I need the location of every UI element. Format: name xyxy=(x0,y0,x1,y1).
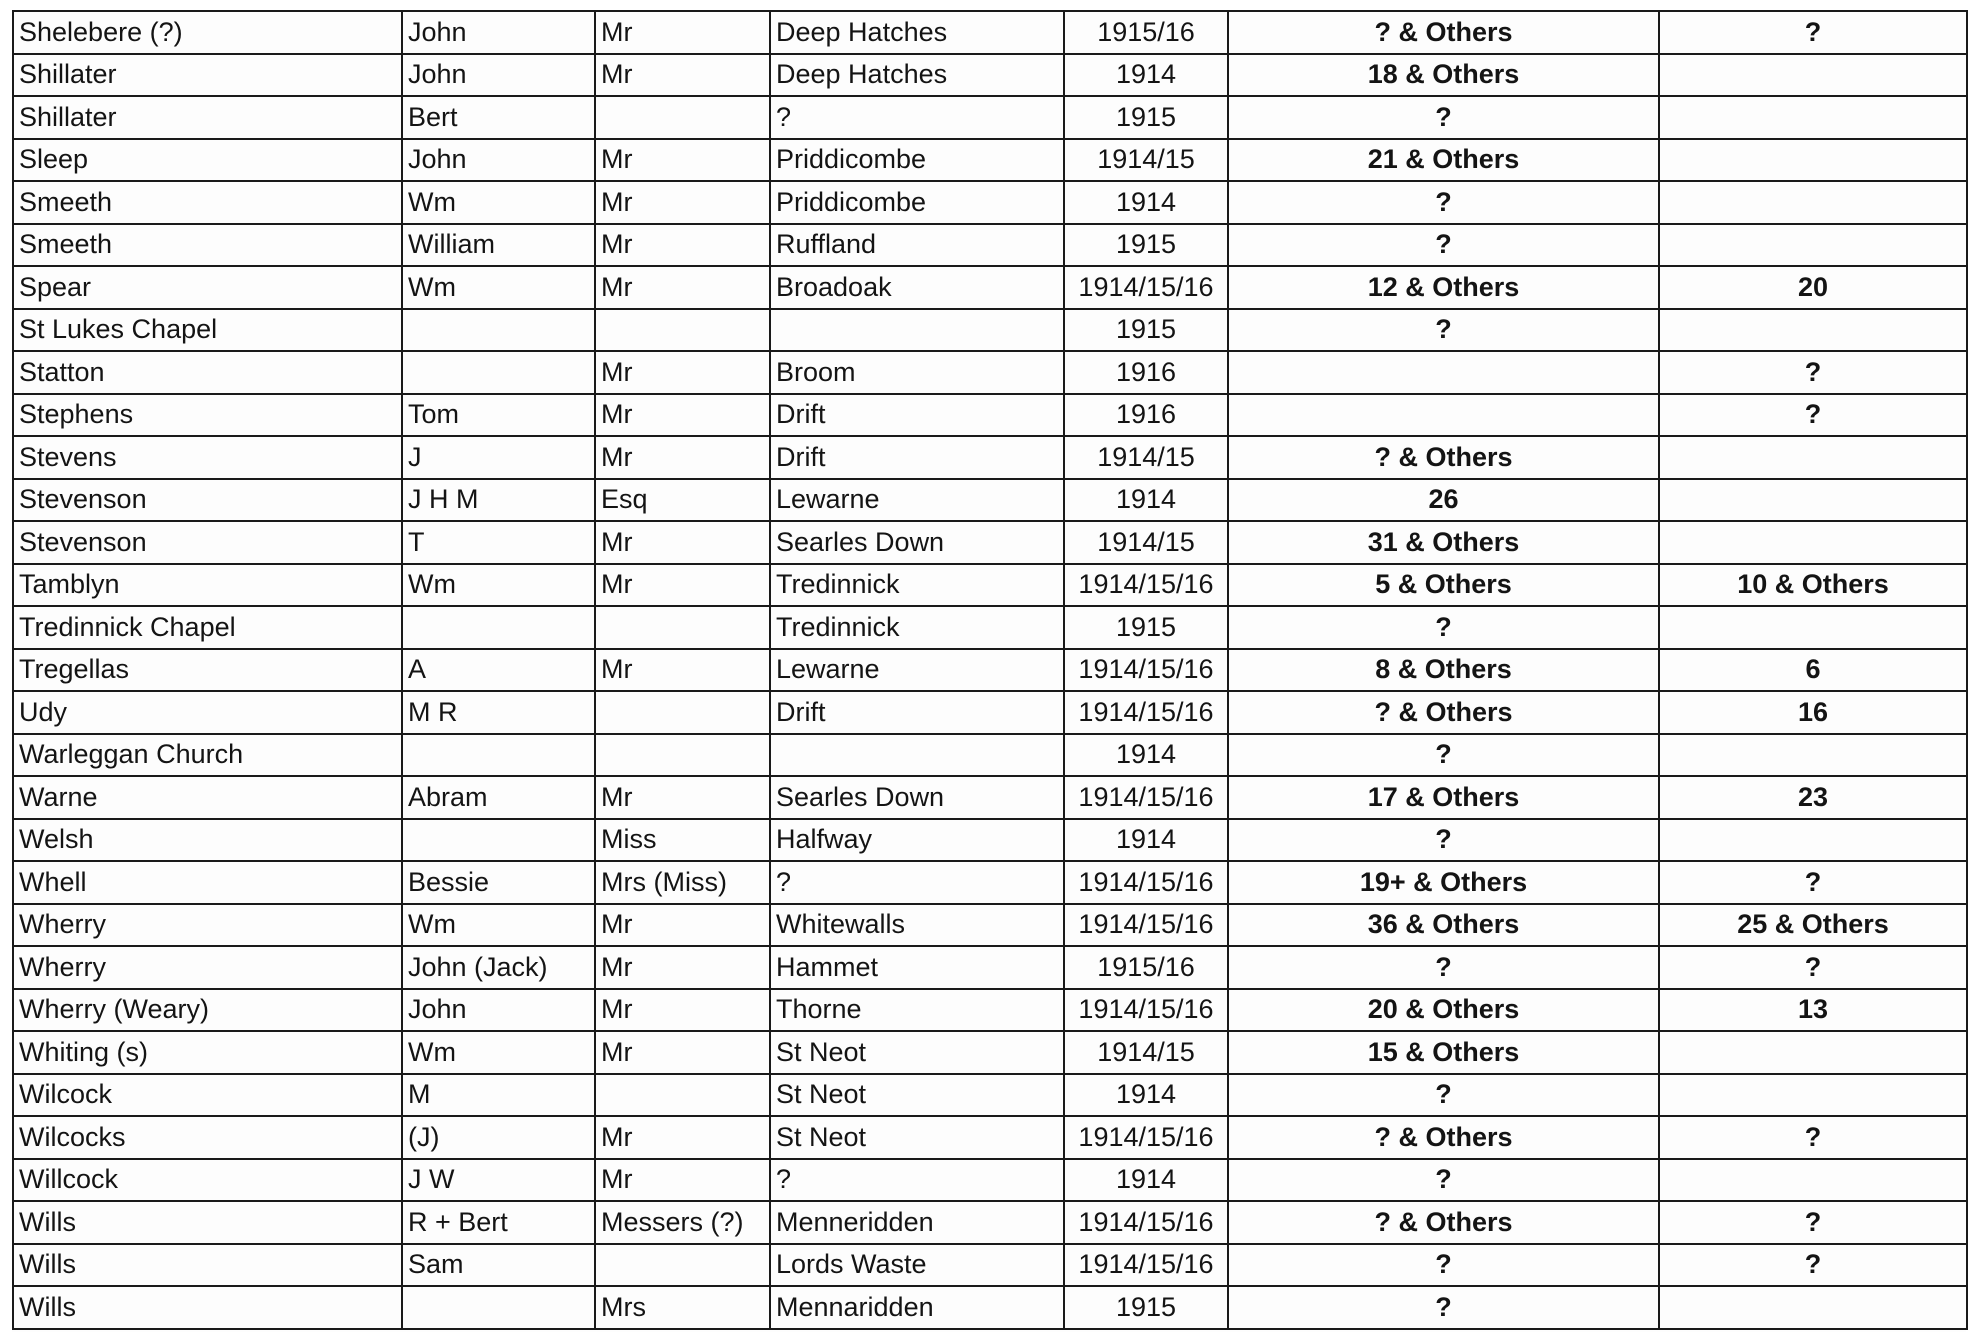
count-blue-cell xyxy=(1659,1031,1967,1074)
first-name-cell: Bessie xyxy=(402,861,595,904)
register-table xyxy=(12,10,1968,1330)
first-name-cell: Abram xyxy=(402,776,595,819)
count-blue-cell: ? xyxy=(1659,11,1967,54)
surname-cell: Statton xyxy=(13,351,402,394)
place-cell: Lords Waste xyxy=(770,1244,1064,1287)
year-cell: 1914 xyxy=(1064,819,1228,862)
place-cell: Deep Hatches xyxy=(770,11,1064,54)
count-green-cell: 31 & Others xyxy=(1228,521,1659,564)
table-row xyxy=(13,1116,1967,1159)
year-cell: 1914 xyxy=(1064,54,1228,97)
table-row xyxy=(13,139,1967,182)
table-row xyxy=(13,861,1967,904)
place-cell: ? xyxy=(770,96,1064,139)
surname-cell: St Lukes Chapel xyxy=(13,309,402,352)
count-blue-cell xyxy=(1659,96,1967,139)
first-name-cell: Tom xyxy=(402,394,595,437)
table-row xyxy=(13,606,1967,649)
surname-cell: Wilcock xyxy=(13,1074,402,1117)
year-cell: 1916 xyxy=(1064,351,1228,394)
place-cell: Broadoak xyxy=(770,266,1064,309)
count-green-cell: ? xyxy=(1228,96,1659,139)
first-name-cell: (J) xyxy=(402,1116,595,1159)
place-cell: Whitewalls xyxy=(770,904,1064,947)
place-cell: Halfway xyxy=(770,819,1064,862)
surname-cell: Tamblyn xyxy=(13,564,402,607)
surname-cell: Warleggan Church xyxy=(13,734,402,777)
count-blue-cell xyxy=(1659,606,1967,649)
table-row xyxy=(13,946,1967,989)
title-cell: Mr xyxy=(595,54,770,97)
count-green-cell: 19+ & Others xyxy=(1228,861,1659,904)
first-name-cell xyxy=(402,734,595,777)
place-cell: Tredinnick xyxy=(770,564,1064,607)
title-cell xyxy=(595,1244,770,1287)
place-cell: ? xyxy=(770,861,1064,904)
surname-cell: Whell xyxy=(13,861,402,904)
count-green-cell: ? xyxy=(1228,1159,1659,1202)
count-blue-cell: 16 xyxy=(1659,691,1967,734)
count-blue-cell: ? xyxy=(1659,1244,1967,1287)
place-cell: St Neot xyxy=(770,1074,1064,1117)
year-cell: 1914/15/16 xyxy=(1064,1201,1228,1244)
surname-cell: Shelebere (?) xyxy=(13,11,402,54)
table-row xyxy=(13,54,1967,97)
first-name-cell: Wm xyxy=(402,904,595,947)
year-cell: 1914/15/16 xyxy=(1064,776,1228,819)
first-name-cell: Wm xyxy=(402,181,595,224)
year-cell: 1915/16 xyxy=(1064,11,1228,54)
title-cell: Mr xyxy=(595,394,770,437)
surname-cell: Willcock xyxy=(13,1159,402,1202)
table-row xyxy=(13,649,1967,692)
surname-cell: Wherry (Weary) xyxy=(13,989,402,1032)
count-blue-cell: 25 & Others xyxy=(1659,904,1967,947)
surname-cell: Wills xyxy=(13,1286,402,1329)
surname-cell: Shillater xyxy=(13,96,402,139)
count-green-cell: ? & Others xyxy=(1228,691,1659,734)
surname-cell: Warne xyxy=(13,776,402,819)
first-name-cell: Wm xyxy=(402,564,595,607)
count-green-cell: ? xyxy=(1228,309,1659,352)
place-cell: Drift xyxy=(770,691,1064,734)
surname-cell: Smeeth xyxy=(13,224,402,267)
title-cell: Mr xyxy=(595,436,770,479)
title-cell: Mr xyxy=(595,649,770,692)
place-cell: Drift xyxy=(770,436,1064,479)
count-green-cell: ? xyxy=(1228,1244,1659,1287)
table-row xyxy=(13,266,1967,309)
surname-cell: Whiting (s) xyxy=(13,1031,402,1074)
title-cell xyxy=(595,734,770,777)
title-cell: Mr xyxy=(595,946,770,989)
count-blue-cell xyxy=(1659,1286,1967,1329)
year-cell: 1914/15/16 xyxy=(1064,904,1228,947)
count-green-cell: ? & Others xyxy=(1228,11,1659,54)
surname-cell: Wilcocks xyxy=(13,1116,402,1159)
title-cell: Mr xyxy=(595,351,770,394)
count-blue-cell: ? xyxy=(1659,394,1967,437)
first-name-cell: John xyxy=(402,139,595,182)
place-cell: Searles Down xyxy=(770,521,1064,564)
table-row xyxy=(13,1074,1967,1117)
place-cell: Ruffland xyxy=(770,224,1064,267)
table-row xyxy=(13,521,1967,564)
count-green-cell: ? xyxy=(1228,1074,1659,1117)
first-name-cell xyxy=(402,351,595,394)
table-row xyxy=(13,776,1967,819)
year-cell: 1914/15/16 xyxy=(1064,649,1228,692)
place-cell: Broom xyxy=(770,351,1064,394)
count-green-cell: ? & Others xyxy=(1228,1116,1659,1159)
count-green-cell: 20 & Others xyxy=(1228,989,1659,1032)
surname-cell: Stephens xyxy=(13,394,402,437)
title-cell: Mr xyxy=(595,224,770,267)
count-green-cell: ? xyxy=(1228,181,1659,224)
first-name-cell: Bert xyxy=(402,96,595,139)
count-green-cell: 26 xyxy=(1228,479,1659,522)
count-green-cell: ? & Others xyxy=(1228,436,1659,479)
first-name-cell: Wm xyxy=(402,266,595,309)
count-blue-cell: ? xyxy=(1659,1201,1967,1244)
surname-cell: Smeeth xyxy=(13,181,402,224)
surname-cell: Wills xyxy=(13,1244,402,1287)
first-name-cell: M xyxy=(402,1074,595,1117)
title-cell: Mr xyxy=(595,989,770,1032)
first-name-cell xyxy=(402,1286,595,1329)
first-name-cell: William xyxy=(402,224,595,267)
count-blue-cell xyxy=(1659,1159,1967,1202)
count-green-cell: 5 & Others xyxy=(1228,564,1659,607)
title-cell: Mr xyxy=(595,521,770,564)
title-cell: Messers (?) xyxy=(595,1201,770,1244)
place-cell: Priddicombe xyxy=(770,139,1064,182)
title-cell: Esq xyxy=(595,479,770,522)
table-row xyxy=(13,734,1967,777)
place-cell: ? xyxy=(770,1159,1064,1202)
year-cell: 1914/15 xyxy=(1064,139,1228,182)
surname-cell: Sleep xyxy=(13,139,402,182)
title-cell: Mrs xyxy=(595,1286,770,1329)
year-cell: 1914/15/16 xyxy=(1064,1116,1228,1159)
table-row xyxy=(13,224,1967,267)
year-cell: 1914/15 xyxy=(1064,436,1228,479)
surname-cell: Spear xyxy=(13,266,402,309)
place-cell xyxy=(770,309,1064,352)
count-green-cell: ? xyxy=(1228,1286,1659,1329)
count-blue-cell xyxy=(1659,309,1967,352)
count-blue-cell: ? xyxy=(1659,351,1967,394)
first-name-cell xyxy=(402,606,595,649)
table-row xyxy=(13,1031,1967,1074)
title-cell: Mr xyxy=(595,564,770,607)
year-cell: 1915/16 xyxy=(1064,946,1228,989)
title-cell: Mr xyxy=(595,1031,770,1074)
table-row xyxy=(13,1201,1967,1244)
year-cell: 1914/15/16 xyxy=(1064,691,1228,734)
count-green-cell xyxy=(1228,351,1659,394)
first-name-cell: John xyxy=(402,11,595,54)
first-name-cell: J xyxy=(402,436,595,479)
first-name-cell: J H M xyxy=(402,479,595,522)
first-name-cell: John xyxy=(402,989,595,1032)
count-blue-cell: 6 xyxy=(1659,649,1967,692)
year-cell: 1914/15/16 xyxy=(1064,1244,1228,1287)
count-blue-cell: ? xyxy=(1659,1116,1967,1159)
table-row xyxy=(13,1159,1967,1202)
year-cell: 1914 xyxy=(1064,734,1228,777)
table-row xyxy=(13,989,1967,1032)
count-blue-cell: 20 xyxy=(1659,266,1967,309)
count-green-cell: 36 & Others xyxy=(1228,904,1659,947)
table-row xyxy=(13,96,1967,139)
first-name-cell: M R xyxy=(402,691,595,734)
place-cell: Deep Hatches xyxy=(770,54,1064,97)
table-row xyxy=(13,394,1967,437)
count-blue-cell xyxy=(1659,54,1967,97)
title-cell: Mr xyxy=(595,181,770,224)
title-cell: Mr xyxy=(595,1159,770,1202)
count-green-cell: ? xyxy=(1228,734,1659,777)
first-name-cell xyxy=(402,309,595,352)
count-blue-cell: 23 xyxy=(1659,776,1967,819)
table-row xyxy=(13,479,1967,522)
table-row xyxy=(13,11,1967,54)
count-blue-cell: ? xyxy=(1659,861,1967,904)
surname-cell: Stevenson xyxy=(13,479,402,522)
title-cell: Mrs (Miss) xyxy=(595,861,770,904)
surname-cell: Shillater xyxy=(13,54,402,97)
year-cell: 1914/15/16 xyxy=(1064,266,1228,309)
title-cell xyxy=(595,96,770,139)
table-row xyxy=(13,436,1967,479)
count-green-cell: ? xyxy=(1228,819,1659,862)
register-body xyxy=(13,11,1967,1329)
count-blue-cell xyxy=(1659,139,1967,182)
place-cell: Lewarne xyxy=(770,649,1064,692)
count-green-cell: 17 & Others xyxy=(1228,776,1659,819)
year-cell: 1915 xyxy=(1064,606,1228,649)
count-green-cell: 18 & Others xyxy=(1228,54,1659,97)
first-name-cell: J W xyxy=(402,1159,595,1202)
year-cell: 1915 xyxy=(1064,1286,1228,1329)
title-cell: Mr xyxy=(595,776,770,819)
surname-cell: Udy xyxy=(13,691,402,734)
count-blue-cell xyxy=(1659,734,1967,777)
first-name-cell: John (Jack) xyxy=(402,946,595,989)
count-green-cell: ? xyxy=(1228,606,1659,649)
title-cell: Mr xyxy=(595,266,770,309)
title-cell: Miss xyxy=(595,819,770,862)
place-cell: Mennaridden xyxy=(770,1286,1064,1329)
year-cell: 1914/15/16 xyxy=(1064,861,1228,904)
count-green-cell: 12 & Others xyxy=(1228,266,1659,309)
count-green-cell: ? xyxy=(1228,946,1659,989)
count-blue-cell xyxy=(1659,1074,1967,1117)
count-blue-cell xyxy=(1659,224,1967,267)
year-cell: 1914 xyxy=(1064,181,1228,224)
first-name-cell: R + Bert xyxy=(402,1201,595,1244)
year-cell: 1914/15 xyxy=(1064,521,1228,564)
year-cell: 1915 xyxy=(1064,224,1228,267)
count-blue-cell: ? xyxy=(1659,946,1967,989)
year-cell: 1915 xyxy=(1064,96,1228,139)
table-row xyxy=(13,1244,1967,1287)
count-blue-cell: 10 & Others xyxy=(1659,564,1967,607)
surname-cell: Welsh xyxy=(13,819,402,862)
place-cell xyxy=(770,734,1064,777)
place-cell: Drift xyxy=(770,394,1064,437)
register-sheet xyxy=(12,10,1966,1332)
title-cell: Mr xyxy=(595,139,770,182)
title-cell: Mr xyxy=(595,11,770,54)
table-row xyxy=(13,1286,1967,1329)
count-blue-cell xyxy=(1659,521,1967,564)
year-cell: 1914/15/16 xyxy=(1064,989,1228,1032)
count-green-cell: 15 & Others xyxy=(1228,1031,1659,1074)
surname-cell: Wherry xyxy=(13,946,402,989)
first-name-cell: A xyxy=(402,649,595,692)
surname-cell: Stevenson xyxy=(13,521,402,564)
place-cell: Menneridden xyxy=(770,1201,1064,1244)
place-cell: Lewarne xyxy=(770,479,1064,522)
count-green-cell: ? xyxy=(1228,224,1659,267)
table-row xyxy=(13,181,1967,224)
count-blue-cell xyxy=(1659,181,1967,224)
title-cell xyxy=(595,309,770,352)
table-row xyxy=(13,691,1967,734)
table-row xyxy=(13,309,1967,352)
title-cell xyxy=(595,606,770,649)
count-blue-cell xyxy=(1659,479,1967,522)
first-name-cell xyxy=(402,819,595,862)
count-blue-cell xyxy=(1659,819,1967,862)
year-cell: 1915 xyxy=(1064,309,1228,352)
place-cell: Searles Down xyxy=(770,776,1064,819)
table-row xyxy=(13,351,1967,394)
first-name-cell: Wm xyxy=(402,1031,595,1074)
surname-cell: Tregellas xyxy=(13,649,402,692)
count-green-cell xyxy=(1228,394,1659,437)
first-name-cell: T xyxy=(402,521,595,564)
title-cell: Mr xyxy=(595,904,770,947)
surname-cell: Stevens xyxy=(13,436,402,479)
place-cell: Priddicombe xyxy=(770,181,1064,224)
count-green-cell: ? & Others xyxy=(1228,1201,1659,1244)
surname-cell: Wherry xyxy=(13,904,402,947)
title-cell xyxy=(595,691,770,734)
count-green-cell: 8 & Others xyxy=(1228,649,1659,692)
place-cell: St Neot xyxy=(770,1116,1064,1159)
table-row xyxy=(13,564,1967,607)
table-row xyxy=(13,904,1967,947)
count-green-cell: 21 & Others xyxy=(1228,139,1659,182)
surname-cell: Tredinnick Chapel xyxy=(13,606,402,649)
place-cell: Hammet xyxy=(770,946,1064,989)
first-name-cell: John xyxy=(402,54,595,97)
surname-cell: Wills xyxy=(13,1201,402,1244)
year-cell: 1914/15/16 xyxy=(1064,564,1228,607)
count-blue-cell xyxy=(1659,436,1967,479)
year-cell: 1914/15 xyxy=(1064,1031,1228,1074)
year-cell: 1914 xyxy=(1064,1159,1228,1202)
year-cell: 1914 xyxy=(1064,1074,1228,1117)
table-row xyxy=(13,819,1967,862)
place-cell: Tredinnick xyxy=(770,606,1064,649)
first-name-cell: Sam xyxy=(402,1244,595,1287)
place-cell: Thorne xyxy=(770,989,1064,1032)
year-cell: 1916 xyxy=(1064,394,1228,437)
title-cell xyxy=(595,1074,770,1117)
place-cell: St Neot xyxy=(770,1031,1064,1074)
title-cell: Mr xyxy=(595,1116,770,1159)
year-cell: 1914 xyxy=(1064,479,1228,522)
count-blue-cell: 13 xyxy=(1659,989,1967,1032)
